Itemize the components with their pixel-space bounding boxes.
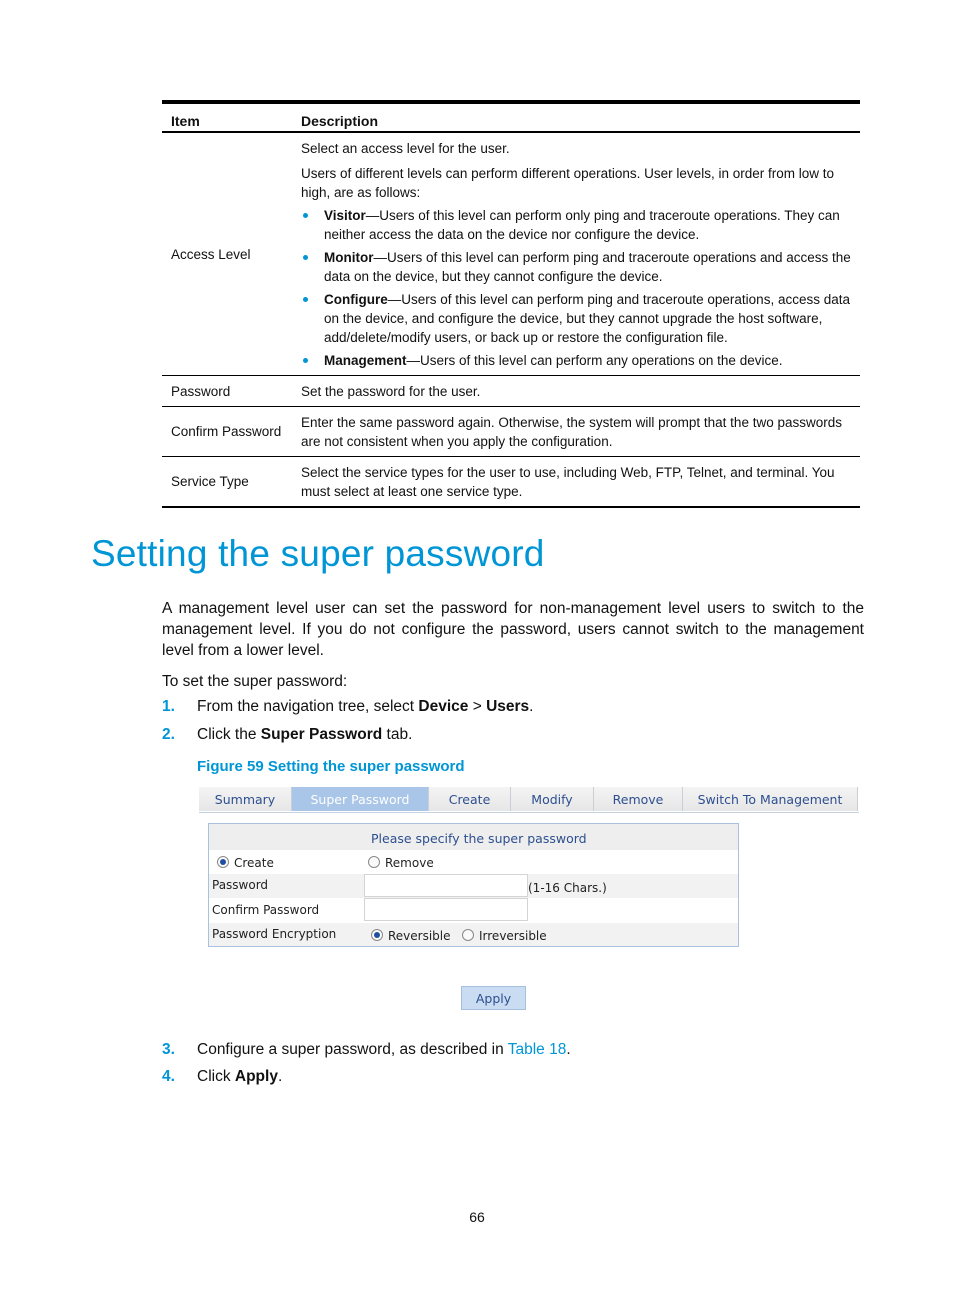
password-input[interactable]	[364, 874, 528, 897]
cell-item: Confirm Password	[171, 424, 282, 439]
step-text: From the navigation tree, select Device > Users.	[197, 698, 534, 715]
super-password-form	[208, 823, 739, 947]
tab-switch-to-management[interactable]: Switch To Management	[683, 787, 858, 811]
term: Monitor	[324, 250, 374, 265]
step-number: 3.	[162, 1041, 175, 1058]
figure-caption: Figure 59 Setting the super password	[197, 758, 465, 775]
cell-description	[301, 133, 860, 375]
term-text: —Users of this level can perform any operations on the device.	[406, 353, 783, 368]
term: Management	[324, 353, 407, 368]
step-1	[162, 698, 533, 716]
form-heading: Please specify the super password	[371, 831, 587, 846]
cell-item: Service Type	[171, 474, 249, 489]
list-item-configure	[301, 290, 860, 347]
description-para: Select an access level for the user.	[301, 141, 510, 156]
term: Visitor	[324, 208, 366, 223]
irreversible-label: Irreversible	[479, 929, 547, 943]
table-row-password	[162, 376, 860, 407]
header-description: Description	[301, 113, 379, 129]
cell-description: Select the service types for the user to use, including Web, FTP, Telnet, and terminal. You must select at least one service type.	[301, 465, 835, 499]
create-label: Create	[234, 856, 274, 870]
step-text: Click the Super Password tab.	[197, 726, 413, 743]
apply-button[interactable]: Apply	[461, 986, 526, 1010]
step-text: Click Apply.	[197, 1068, 283, 1085]
step-number: 2.	[162, 726, 175, 743]
remove-radio[interactable]	[368, 856, 434, 870]
password-label: Password	[212, 878, 269, 892]
table-header-row	[162, 104, 860, 133]
radio-icon	[462, 929, 474, 941]
create-radio[interactable]	[217, 856, 274, 870]
tab-bar	[199, 787, 859, 813]
password-encryption-label: Password Encryption	[212, 927, 337, 941]
table-row-service-type	[162, 457, 860, 508]
step-4	[162, 1068, 282, 1086]
confirm-row	[209, 898, 738, 923]
lead-in-text: To set the super password:	[162, 673, 348, 690]
confirm-password-input[interactable]	[364, 898, 528, 921]
cell-item: Password	[171, 383, 231, 399]
confirm-password-label: Confirm Password	[212, 903, 320, 917]
tab-modify[interactable]: Modify	[511, 787, 594, 811]
table-row-access-level	[162, 133, 860, 376]
remove-label: Remove	[385, 856, 434, 870]
encryption-row	[209, 923, 738, 946]
intro-paragraph: A management level user can set the password for non-management level users to switch to the management level. If you do not configure the password, users cannot switch to the management level from a lower level.	[162, 600, 864, 659]
cell-description: Enter the same password again. Otherwise, the system will prompt that the two passwords are not consistent when you apply the configuration.	[301, 415, 842, 449]
action-row	[209, 851, 738, 874]
form-heading-row	[209, 824, 738, 851]
header-item: Item	[171, 113, 200, 129]
radio-icon	[368, 856, 380, 868]
radio-selected-icon	[217, 856, 229, 868]
step-number: 1.	[162, 698, 175, 715]
step-2	[162, 726, 412, 744]
reversible-radio[interactable]	[371, 929, 451, 943]
step-number: 4.	[162, 1068, 175, 1085]
term-text: —Users of this level can perform ping and traceroute operations and access the data on the device, but they cannot configure the device.	[324, 250, 851, 284]
term-text: —Users of this level can perform only ping and traceroute operations. They can neither access the data on the device nor configure the device.	[324, 208, 840, 242]
parameter-table	[162, 100, 860, 508]
cell-item: Access Level	[171, 246, 251, 262]
term-text: —Users of this level can perform ping and traceroute operations, access data on the device, and configure the device, but they cannot upgrade the host software, add/delete/modify users, or back up or restore the configuration file.	[324, 292, 850, 345]
list-item-monitor	[301, 248, 860, 286]
password-row	[209, 874, 738, 898]
term: Configure	[324, 292, 388, 307]
step-3	[162, 1041, 571, 1059]
list-item-visitor	[301, 206, 860, 244]
table-18-link[interactable]: Table 18	[507, 1041, 567, 1058]
reversible-label: Reversible	[388, 929, 451, 943]
tab-create[interactable]: Create	[429, 787, 511, 811]
cell-description: Set the password for the user.	[301, 384, 481, 399]
irreversible-radio[interactable]	[462, 929, 547, 943]
radio-selected-icon	[371, 929, 383, 941]
table-row-confirm-password	[162, 407, 860, 457]
password-hint: (1-16 Chars.)	[528, 881, 607, 895]
page-number: 66	[469, 1209, 485, 1225]
tab-super-password[interactable]: Super Password	[292, 787, 429, 811]
tab-summary[interactable]: Summary	[199, 787, 292, 811]
section-title: Setting the super password	[91, 533, 545, 574]
step-text: Configure a super password, as described in Table 18.	[197, 1041, 571, 1058]
list-item-management	[301, 351, 860, 370]
access-level-list	[301, 206, 860, 370]
description-para: Users of different levels can perform different operations. User levels, in order from low to high, are as follows:	[301, 166, 834, 200]
tab-remove[interactable]: Remove	[594, 787, 683, 811]
